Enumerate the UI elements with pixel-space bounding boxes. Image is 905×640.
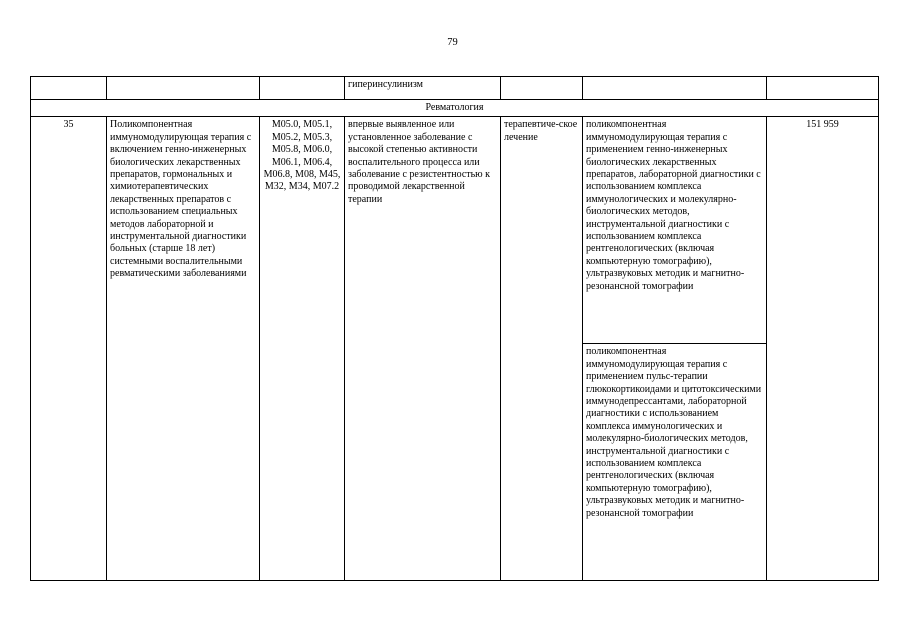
cell-empty (260, 77, 345, 100)
section-title: Ревматология (31, 100, 879, 117)
cell-empty (767, 77, 879, 100)
cell-patient-model-continued: гиперинсулинизм (345, 77, 501, 100)
icd-codes: M05.0, M05.1, M05.2, M05.3, M05.8, M06.0, M06.1, M06.4, M06.8, M08, M45, M32, M34, M07.2 (260, 117, 345, 581)
patient-model: впервые выявленное или установленное заболевание с высокой степенью активности воспалительного процесса или заболевание с резистентностью к проводимой лекарственной терапии (345, 117, 501, 581)
cell-empty (583, 77, 767, 100)
treatment-method: поликомпонентная иммуномодулирующая терапия с применением пульс-терапии глюкокортикоидами и цитотоксическими иммунодепрессантами, лабораторной диагностики с использованием комплекса иммунологических и молекулярно-биологических методов, инструментальной диагностики с использованием комплекса рентгенологических (включая компьютерную томографию), ультразвуковых методик и магнитно-резонансной томографии (583, 344, 767, 581)
treatment-method: поликомпонентная иммуномодулирующая терапия с применением генно-инженерных биологических лекарственных препаратов, лабораторной диагностики с использованием комплекса иммунологических и молекулярно-биологических методов, инструментальной диагностики с использованием комплекса рентгенологических (включая компьютерную томографию), ультразвуковых методик и магнитно-резонансной томографии (583, 117, 767, 344)
cell-empty (107, 77, 260, 100)
page-number: 79 (447, 37, 458, 48)
medical-care-table (30, 76, 879, 581)
standard-cost: 151 959 (767, 117, 879, 581)
treatment-type: терапевтиче-ское лечение (501, 117, 583, 581)
cell-empty (31, 77, 107, 100)
table-row (31, 117, 879, 344)
cell-empty (501, 77, 583, 100)
section-row (31, 100, 879, 117)
row-number: 35 (31, 117, 107, 581)
care-group-name: Поликомпонентная иммуномодулирующая терапия с включением генно-инженерных биологических лекарственных препаратов, гормональных и химиотерапевтических лекарственных препаратов с использованием специальных методов лабораторной и инструментальной диагностики больных (старше 18 лет) системными воспалительными ревматическими заболеваниями (107, 117, 260, 581)
table-row-continued (31, 77, 879, 100)
